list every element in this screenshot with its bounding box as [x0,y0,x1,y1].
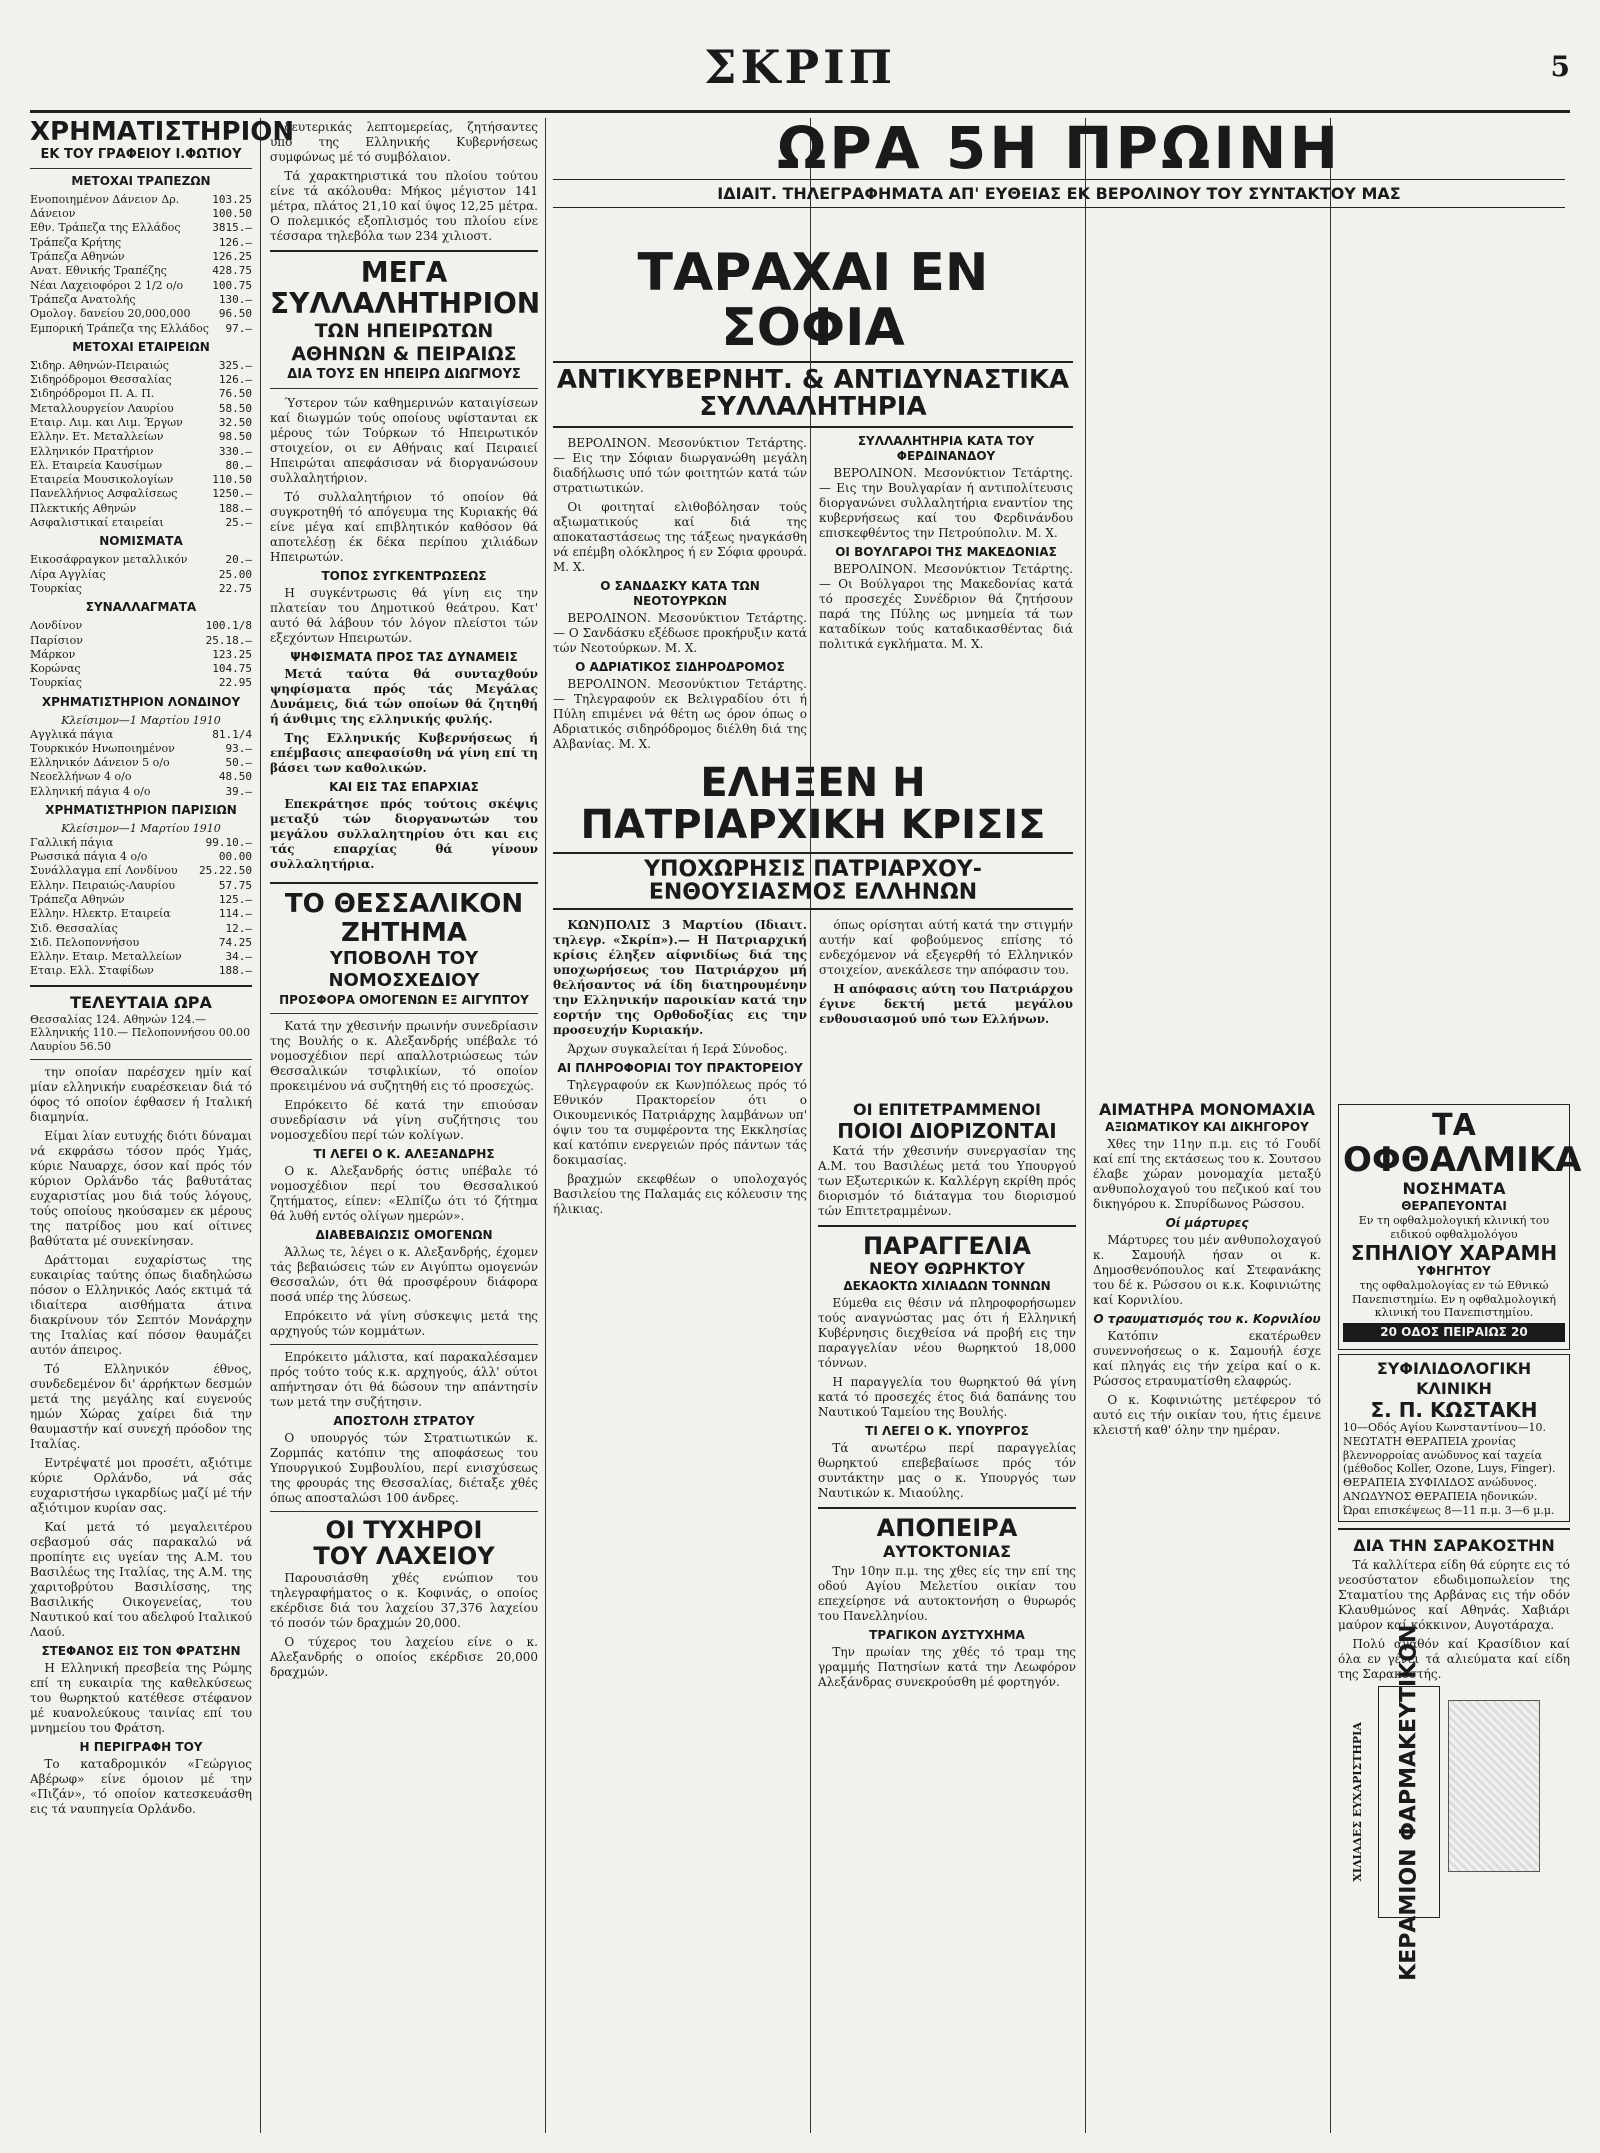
wreath-text: Η Ελληνική πρεσβεία της Ρώμης επί τη ευκαιρία της καθελκύσεως του θωρηκτού κατέθεσε στέφανον μέ κυανολεύκους ταινίας επί του μνημείου του Φράτση. [30,1660,252,1735]
stock-value: 188.— [218,964,252,978]
stock-label: Νεοελλήνων 4 ο/ο [30,770,132,784]
column-rule [1330,118,1331,2133]
stock-value: 39.— [225,784,252,798]
stock-value: 103.25 [212,192,252,206]
stock-label: Σιδηρ. Αθηνών-Πειραιώς [30,358,169,372]
stock-label: Ελ. Εταιρεία Καυσίμων [30,458,163,472]
stock-label: Λονδίνον [30,619,83,633]
stock-label: Εθν. Τράπεζα της Ελλάδος [30,221,181,235]
stock-label: Σιδηρόδρομοι Θεσσαλίας [30,373,172,387]
alexandris-title: ΤΙ ΛΕΓΕΙ Ο Κ. ΑΛΕΞΑΝΔΡΗΣ [313,1146,495,1161]
eye-clinic-ad [1338,1104,1582,1350]
stock-row [30,907,252,921]
witness-text: Μάρτυρες του μέν ανθυπολοχαγού κ. Σαμουήλ ήσαν οι κ. Δημοσθενόπουλος καί Στεφανάκης του δέ κ. Ρώσσου οι κ.κ. Κοφινιώτης καί Κορνιλίου. [1093,1233,1321,1307]
lent-text: Τά καλλίτερα είδη θά εύρητε εις τό νεοσύστατον εδωδιμοπωλείον της Σταματίου της Αρβάνας εις τήν οδόν Κλαυθμώνος καί Αθηνάς. Χαβιάρι μαύρον καί κόκκινον, Αυγοτάραχα. [1338,1558,1570,1633]
stock-value: 110.50 [212,473,252,487]
article-intro: δευτερικάς λεπτομερείας, ζητήσαντες υπό της Ελληνικής Κυβερνήσεως συμφώνως μέ τό συμβόλαιον. [270,120,538,164]
stock-value: 00.00 [218,850,252,864]
suicide-headline: ΑΠΟΠΕΙΡΑ [876,1514,1018,1543]
assurance-title: ΔΙΑΒΕΒΑΙΩΣΙΣ ΟΜΟΓΕΝΩΝ [315,1227,493,1242]
stock-value: 325.— [218,358,252,372]
column-5 [1338,1100,1582,2133]
patriarchal-right-2: Η απόφασις αύτη του Πατριάρχου έγινε δεκτή μετά μεγάλου ενθουσιασμού υπό των Ελλήνων. [819,981,1073,1026]
rally-body [270,394,538,876]
appointed-title: ΟΙ ΕΠΙΤΕΤΡΑΜΜΕΝΟΙ [853,1100,1041,1119]
stock-row [30,430,252,444]
duel-subtitle: ΑΞΙΩΜΑΤΙΚΟΥ ΚΑΙ ΔΙΚΗΓΟΡΟΥ [1105,1120,1309,1134]
leaders-text: Επρόκειτο μάλιστα, καί παρακαλέσαμεν πρός τούτο τούς κ.κ. αρχηγούς, άλλ' ούτοι απήντησαν ότι θά δώσουν την απάντησίν των μετά την συζήτησιν. [270,1349,538,1409]
speech-paragraph: Δράττομαι ευχαρίστως της ευκαιρίας ταύτης όπως διαδηλώσω πόσον ο Ελληνικός Λαός εκτιμά τά ιδιαίτερα αισθήματα άτινα διακρίνουν τόν Σεπτόν Μονάρχην της Ιταλίας καί πόσον θαυμάζει αυτόν άπειρος. [30,1252,252,1357]
stock-value: 99.10.— [205,835,252,849]
lent-text-2: Πολύ αγαθόν καί Κρασίδιον καί όλα εν γένει τά αλιεύματα καί είδη της Σαρακοστής. [1338,1637,1570,1682]
stock-row [30,250,252,264]
stock-label: Τουρκίας [30,581,82,595]
minister-text: Τά ανωτέρω περί παραγγελίας θωρηκτού επεβεβαίωσε πρός τόν συντάκτην μας ο κ. Υπουργός των Ναυτικών κ. Μιαούλης. [818,1441,1076,1501]
thessaly-headline-2: ΥΠΟΒΟΛΗ ΤΟΥ ΝΟΜΟΣΧΕΔΙΟΥ [328,947,480,992]
stock-value: 76.50 [218,387,252,401]
stock-label: Τράπεζα Αθηνών [30,250,125,264]
stock-value: 125.— [218,892,252,906]
injury-title: Ο τραυματισμός του κ. Κορνιλίου [1093,1312,1321,1326]
stock-label: Αγγλικά πάγια [30,727,114,741]
stock-label: Τράπεζα Ανατολής [30,292,136,306]
suicide-text: Την 10ην π.μ. της χθες είς την επί της οδού Αγίου Μελετίου οικίαν του επεχείρησε νά αυτοκτονήση ο θυρωρός του Πανελληνίου. [818,1563,1076,1623]
injury-text: Κατόπιν εκατέρωθεν συνεννοήσεως ο κ. Σαμουήλ έσχε καί πληγάς εις τήν χείρα καί ο κ. Ρώσσος ετραυματίσθη ελαφρώς. [1093,1329,1321,1388]
stock-label: Τράπεζα Κρήτης [30,235,122,249]
stock-row [30,785,252,799]
stock-row [30,473,252,487]
stock-row [30,850,252,864]
vote-title: ΨΗΦΙΣΜΑΤΑ ΠΡΟΣ ΤΑΣ ΔΥΝΑΜΕΙΣ [290,650,518,665]
eye-ad-line-2: ΟΦΘΑΛΜΙΚΑ [1343,1140,1582,1180]
stock-value: 93.— [225,741,252,755]
stock-label: Παρίσιον [30,633,83,647]
stock-label: Ελλην. Πειραιώς-Λαυρίου [30,878,176,892]
stock-value: 81.1/4 [212,727,252,741]
telegram-5: ΒΕΡΟΛΙΝΟΝ. Μεσονύκτιον Τετάρτης.— Οι Βούλγαροι της Μακεδονίας κατά τό προσεχές Συνέδριον θά ζητήσουν παρά της Πύλης ως μνημεία τά των καταδίκων τούς καταδικασθέντας διά πολιτικά εγκλήματα. Μ. Χ. [819,561,1073,651]
stock-value: 100.1/8 [205,619,252,633]
minister-title: ΤΙ ΛΕΓΕΙ Ο Κ. ΥΠΟΥΡΓΟΣ [865,1424,1029,1439]
stock-row [30,742,252,756]
stock-value: 123.25 [212,647,252,661]
stock-value: 58.50 [218,401,252,415]
stock-value: 22.95 [218,676,252,690]
stock-row [30,487,252,501]
stock-row [30,502,252,516]
stock-sections [30,174,252,979]
eye-ad-doctor: ΣΠΗΛΙΟΥ ΧΑΡΑΜΗ [1350,1240,1558,1265]
stock-section-date: Κλείσιμον—1 Μαρτίου 1910 [61,713,221,727]
stock-label: Εταιρ. Ελλ. Σταφίδων [30,964,154,978]
eye-ad-line-3: ΝΟΣΗΜΑΤΑ [1402,1179,1506,1199]
thessaly-headline: ΤΟ ΘΕΣΣΑΛΙΚΟΝ ΖΗΤΗΜΑ [284,889,524,948]
telegram-1: ΒΕΡΟΛΙΝΟΝ. Μεσονύκτιον Τετάρτης.— Εις την Σόφιαν διωργανώθη μεγάλη διαδήλωσις υπό τών φοιτητών κατά τών στρατιωτικών. [553,435,807,495]
eye-ad-text-2: της οφθαλμολογίας εν τώ Εθνικώ Πανεπιστημίω. Εν η οφθαλμολογική κλινική του Πανεπιστημίου. [1352,1278,1556,1320]
stock-section-title: ΧΡΗΜΑΤΙΣΤΗΡΙΟΝ ΛΟΝΔΙΝΟΥ [41,694,241,709]
order-headline-2: ΝΕΟΥ ΘΩΡΗΚΤΟΥ [869,1259,1025,1279]
pharma-vertical-ad: ΚΕΡΑΜΙΟΝ ΦΑΡΜΑΚΕΥΤΙΚΟΝ [1378,1686,1440,1918]
rally-text: Ύστερον τών καθημερινών καταιγίσεων καί διωγμών τούς οποίους υφίστανται εκ μέρους τών Τούρκων τό Ηπειρωτικόν στοιχείον, οι εν Αθήναις καί Πειραιεί Ηπειρώται απεφάσισαν νά διοργανώσουν συλλαλητήριον. [270,396,538,486]
stock-value: 25.18.— [205,633,252,647]
stock-label: Ελληνικόν Πρατήριον [30,444,154,458]
stock-label: Εμπορική Τράπεζα της Ελλάδος [30,321,209,335]
stock-label: Σιδ. Θεσσαλίας [30,921,118,935]
stock-value: 1250.— [212,487,252,501]
stock-label: Εταιρεία Μουσικολογίων [30,473,174,487]
banner-headline: ΩΡΑ 5Η ΠΡΩΙΝΗ [776,114,1341,182]
tragic-title: ΤΡΑΓΙΚΟΝ ΔΥΣΤΥΧΗΜΑ [869,1627,1025,1642]
stock-value: 98.50 [218,430,252,444]
stock-label: Γαλλική πάγια [30,835,114,849]
stock-value: 126.— [218,373,252,387]
stock-value: 57.75 [218,878,252,892]
stock-section-title: ΣΥΝΑΛΛΑΓΜΑΤΑ [85,600,197,615]
stock-value: 74.25 [218,935,252,949]
telegram-1b: Οι φοιτηταί ελιθοβόλησαν τούς αξιωματικούς καί διά της αποκαταστάσεως της τάξεως ηναγκάσθη νά επέμβη ολόκληρος ή εν Σόφια φρουρά. Μ. Χ. [553,499,807,574]
stock-row [30,402,252,416]
assurance-text: Άλλως τε, λέγει ο κ. Αλεξανδρής, έχομεν τάς βεβαιώσεις τών εν Αιγύπτω ομογενών Θεσσαλών, ότι θά προσφέρουν διάφορα ποσά υπέρ της λύσεως. [270,1244,538,1304]
patriarchal-text: ΚΩΝ)ΠΟΛΙΣ 3 Μαρτίου (Ιδιαιτ. τηλεγρ. «Σκρίπ»).— Η Πατριαρχική κρίσις έληξεν αίφνιδίως διά της υποχωρήσεως του Πατριάρχου μή θελήσαντος νά ίδη διατηρουμένην την Ελληνικήν παροικίαν κατά την εορτήν της Ορθοδοξίας εις την προσευχήν Κυριακήν. [553,917,807,1037]
assurance-text-2: Επρόκειτο νά γίνη σύσκεψις μετά της αρχηγούς τών κομμάτων. [270,1308,538,1338]
stock-section-title: ΜΕΤΟΧΑΙ ΤΡΑΠΕΖΩΝ [71,173,211,188]
stock-label: Τουρκικόν Ηνωποιημένον [30,741,175,755]
stock-row [30,770,252,784]
rally-text-2: Τό συλλαλητήριον τό οποίον θά συγκροτηθή τό απόγευμα της Κυριακής θά είνε μέγα καί επιβλητικόν καθόσον θά αποτελέσῃ έκ δέκα περίπου χιλιάδων Ηπειρωτών. [270,490,538,565]
stock-label: Εικοσάφραγκον μεταλλικόν [30,553,188,567]
provinces-text: Επεκράτησε πρός τούτοις σκέψις μεταξύ τών διοργανωτών του μεγάλου συλλαλητηρίου ότι και εις τάς επαρχίας θά γίνουν συλλαλητήρια. [270,797,538,872]
stock-row [30,662,252,676]
eye-ad-line-1: ΤΑ [1432,1108,1476,1143]
stock-source: ΕΚ ΤΟΥ ΓΡΑΦΕΙΟΥ Ι.ΦΩΤΙΟΥ [40,146,242,162]
clinic-ad-text-2: ΘΕΡΑΠΕΙΑ ΣΥΦΙΛΙΔΟΣ ανώδυνος. ΑΝΩΔΥΝΟΣ ΘΕΡΑΠΕΙΑ ηδονικών. Ώραι επισκέψεως 8—11 π.μ. 3—6 μ.μ. [1343,1476,1555,1517]
stock-row [30,293,252,307]
stock-label: Ενοποιημένον Δάνειον Δρ. [30,192,180,206]
speech-paragraph: Εντρέψατέ μοι προσέτι, αξιότιμε κύριε Ορλάνδο, νά σάς ευχαριστήσω ιγκαρδίως μαζί μέ τήν αξιότιμον κυρίαν σας. [30,1455,252,1515]
stock-value: 428.75 [212,264,252,278]
stock-value: 100.75 [212,278,252,292]
stock-row [30,879,252,893]
misc-text: βραχμών εκεφθέων ο υπολοχαγός Βασιλείου της Παλαμάς εις κόλευσιν της ήλικιας. [553,1171,807,1216]
column-1 [30,117,295,2133]
last-hour-text: Θεσσαλίας 124. Αθηνών 124.— Ελληνικής 110.— Πελοποννήσου 00.00 Λαυρίου 56.50 [30,1012,251,1054]
stock-row [30,307,252,321]
stock-value: 130.— [218,292,252,306]
newspaper-title: ΣΚΡΙΠ [703,40,897,94]
masthead-rule [30,110,1570,113]
ferdinand-rally-title: ΣΥΛΛΑΛΗΤΗΡΙΑ ΚΑΤΑ ΤΟΥ ΦΕΡΔΙΝΑΝΔΟΥ [857,433,1035,463]
rally-headline: ΜΕΓΑ ΣΥΛΛΑΛΗΤΗΡΙΟΝ [270,256,541,320]
suicide-headline-2: ΑΥΤΟΚΤΟΝΙΑΣ [882,1541,1012,1561]
stock-value: 20.— [225,553,252,567]
last-hour-title: ΤΕΛΕΥΤΑΙΑ ΩΡΑ [70,992,212,1012]
stock-value: 25.22.50 [199,864,252,878]
clinic-ad-text: 10—Οδός Αγίου Κωνσταντίνου—10. ΝΕΩΤΑΤΗ ΘΕΡΑΠΕΙΑ χρονίας βλεννορροίας ανώδυνος καί ταχεία (μέθοδος Koller, Ozone, Luys, Finger). [1343,1421,1556,1476]
bulgarians-title: ΟΙ ΒΟΥΛΓΑΡΟΙ ΤΗΣ ΜΑΚΕΔΟΝΙΑΣ [835,544,1057,559]
appointed-text: Κατά τήν χθεσινήν συνεργασίαν της Α.Μ. του Βασιλέως μετά του Υπουργού των Εξωτερικών κ. Καλλέργη εκρίθη πρός διορισμόν τό διάταγμα του διορισμού τών Επιτετραμμένων. [818,1144,1076,1218]
sofia-headline-2: ΑΝΤΙΚΥΒΕΡΝΗΤ. & ΑΝΤΙΔΥΝΑΣΤΙΚΑ ΣΥΛΛΑΛΗΤΗΡΙΑ [553,361,1073,428]
stock-label: Ελλην. Εταιρ. Μεταλλείων [30,950,182,964]
syphilis-clinic-ad [1338,1354,1570,1522]
stock-row [30,634,252,648]
place-text: Η συγκέντρωσις θά γίνη εις την πλατείαν του Δημοτικού θεάτρου. Κατ' αυτό θά λάβουν τόν λόγον πλείστοι τών εξεχόντων Ηπειρωτών. [270,586,538,646]
patriarchal-headline-2: ΥΠΟΧΩΡΗΣΙΣ ΠΑΤΡΙΑΡΧΟΥ-ΕΝΘΟΥΣΙΑΣΜΟΣ ΕΛΛΗΝΩΝ [553,852,1073,910]
stock-value: 25.— [225,516,252,530]
stock-row [30,568,252,582]
stock-label: Δάνειον [30,207,76,221]
stock-label: Κορώνας [30,662,81,676]
column-rule [260,118,261,2133]
order-text-2: Η παραγγελία του θωρηκτού θά γίνη κατά τό προσεχές έτος διά δαπάνης του Ναυτικού Ταμείου της Βουλής. [818,1375,1076,1420]
stock-row [30,893,252,907]
article-intro-2: Τά χαρακτηριστικά του πλοίου τούτου είνε τά ακόλουθα: Μήκος μέγιστον 141 μέτρα, πλάτος 21,10 καί ύψος 12,25 μέτρα. Ο πολεμικός εξοπλισμός του πλοίου είνε τέσσαρα τηλεβόλα των 234 χιλιοστ. [270,169,538,243]
clinic-ad-sub: ΚΛΙΝΙΚΗ [1416,1379,1492,1399]
lottery-headline: ΟΙ ΤΥΧΗΡΟΙ [325,1515,483,1544]
stock-row [30,922,252,936]
place-title: ΤΟΠΟΣ ΣΥΓΚΕΝΤΡΩΣΕΩΣ [321,569,487,584]
rally-headline-3: ΔΙΑ ΤΟΥΣ ΕΝ ΗΠΕΙΡΩ ΔΙΩΓΜΟΥΣ [287,367,521,383]
speech-paragraph: Καί μετά τό μεγαλειτέρου σεβασμού σάς παρακαλώ νά προπίητε εις υγείαν της Α.Μ. του Βασιλέως της Ιταλίας, της Α.Μ. της χαριτοβρύτου Βασιλίσσης, της Βασιλικής Οικογενείας, του Ναυτικού καί του αδελφού Ιταλικού Λαού. [30,1519,252,1639]
stock-label: Τουρκίας [30,676,82,690]
speech-paragraph: την οποίαν παρέσχεν ημίν καί μίαν ελληνικήν ευαρέσκειαν διά τό όφος τό οποίον έφθασεν ή Ιταλική διαμηνία. [30,1064,252,1124]
stock-label: Εταιρ. Λιμ. και Λιμ. Έργων [30,416,183,429]
speech-body [30,1065,252,1640]
duel-text: Χθες την 11ην π.μ. εις τό Γουδί καί επί της εκτάσεως του κ. Σουτσου έλαβε χώραν μονομαχία μεταξύ ανθυπολοχαγού του πεζικού καί του δικηγόρου κ. Σπυρίδωνος Ρώσσου. [1093,1137,1321,1211]
railway-title: Ο ΑΔΡΙΑΤΙΚΟΣ ΣΙΔΗΡΟΔΡΟΜΟΣ [575,659,785,674]
stock-row [30,936,252,950]
stock-label: Ελληνικόν Δάνειον 5 ο/ο [30,756,170,770]
stock-value: 12.— [225,921,252,935]
thessaly-text-2: Επρόκειτο δέ κατά την επιούσαν συνεδρίασιν νά γίνη συζήτησις του νομοσχεδίου περί τών κολίγων. [270,1097,538,1142]
stock-value: 32.50 [218,416,252,429]
top-banner [553,114,1565,208]
stock-label: Συνάλλαγμα επί Λονδίνου [30,864,178,878]
column-rule [545,118,546,2133]
stock-row [30,459,252,473]
stock-value: 48.50 [218,770,252,784]
stock-value: 330.— [218,444,252,458]
gov-text: Της Ελληνικής Κυβερνήσεως ή επέμβασις απεφασίσθη νά γίνη επί τη βάσει των καθολικών. [270,731,538,776]
stock-row [30,864,252,878]
stock-row [30,728,252,742]
stock-label: Τράπεζα Αθηνών [30,892,125,906]
stock-value: 80.— [225,458,252,472]
clinic-ad-title: ΣΥΦΙΛΙΔΟΛΟΓΙΚΗ [1376,1359,1532,1379]
telegram-2: ΒΕΡΟΛΙΝΟΝ. Μεσονύκτιον Τετάρτης.— Ο Σανδάσκυ εξέδωσε προκήρυξιν κατά τών Νεοτούρκων. Μ. Χ. [553,610,807,655]
stock-value: 100.50 [212,207,252,221]
pharma-side-text: ΧΙΛΙΑΔΕΣ ΕΥΧΑΡΙΣΤΗΡΙΑ [1351,1721,1365,1882]
patriarchal-headline: ΕΛΗΞΕΝ Η ΠΑΤΡΙΑΡΧΙΚΗ ΚΡΙΣΙΣ [580,759,1046,848]
vote-text: Μετά ταύτα θά συνταχθούν ψηφίσματα πρός τάς Μεγάλας Δυνάμεις, διά τών οποίων θά ζητηθή ή άνθιμις της ελληνικής φυλής. [270,667,538,727]
stock-label: Ανατ. Εθνικής Τραπέζης [30,264,167,278]
provinces-title: ΚΑΙ ΕΙΣ ΤΑΣ ΕΠΑΡΧΙΑΣ [329,780,479,795]
stock-value: 97.— [225,321,252,335]
stock-label: Μάρκον [30,647,76,661]
stock-row [30,648,252,662]
eye-ad-sub: ΘΕΡΑΠΕΥΟΝΤΑΙ [1401,1199,1507,1214]
stock-value: 3815.— [212,221,252,235]
stock-value: 188.— [218,501,252,515]
stock-label: Ελληνική πάγια 4 ο/ο [30,784,151,798]
wreath-title: ΣΤΕΦΑΝΟΣ ΕΙΣ ΤΟΝ ΦΡΑΤΣΗΝ [41,1643,241,1658]
stock-value: 25.00 [218,567,252,581]
banner-subtitle: ΙΔΙΑΙΤ. ΤΗΛΕΓΡΑΦΗΜΑΤΑ ΑΠ' ΕΥΘΕΙΑΣ ΕΚ ΒΕΡΟΛΙΝΟΥ ΤΟΥ ΣΥΝΤΑΚΤΟΥ ΜΑΣ [553,179,1565,208]
stock-label: Ρωσσικά πάγια 4 ο/ο [30,850,148,864]
stock-value: 96.50 [218,307,252,321]
stock-section-date: Κλείσιμον—1 Μαρτίου 1910 [61,821,221,835]
stock-label: Πανελλήνιος Ασφαλίσεως [30,487,178,501]
tragic-text: Την πρωίαν της χθές τό τραμ της γραμμής Πατησίων κατά την Λεωφόρον Αλεξάνδρας συνεκρούσθη μέ φορτηγόν. [818,1644,1076,1689]
stock-label: Πλεκτικής Αθηνών [30,501,137,515]
witness-title: Οί μάρτυρες [1165,1216,1249,1230]
masthead [0,0,1600,120]
stock-value: 126.— [218,235,252,249]
stock-label: Ελλην. Ηλεκτρ. Εταιρεία [30,907,171,921]
stock-value: 114.— [218,907,252,921]
stock-value: 50.— [225,756,252,770]
stock-row [30,836,252,850]
stock-row [30,756,252,770]
army-text: Ο υπουργός τών Στρατιωτικών κ. Ζορμπάς κατόπιν της αποφάσεως του Υπουργικού Συμβουλίου, περί ενισχύσεως της φρουράς της Θεσσαλίας, διέταξε χθές όπως αποσταλώσι 100 άνδρες. [270,1430,538,1505]
description-title: Η ΠΕΡΙΓΡΑΦΗ ΤΟΥ [79,1739,203,1754]
speech-paragraph: Τό Ελληνικόν έθνος, συνδεδεμένον δι' άρρήκτων δεσμών μετά της μεγάλης καί ευγενούς ημών Χώρας χαίρει διά την θαυμαστήν καί συνεχή πρόοδον της Ιταλίας. [30,1361,252,1451]
stock-row [30,950,252,964]
stock-row [30,373,252,387]
stock-row [30,322,252,336]
stock-label: Μεταλλουργείον Λαυρίου [30,401,174,415]
army-title: ΑΠΟΣΤΟΛΗ ΣΤΡΑΤΟΥ [333,1413,475,1428]
stock-row [30,207,252,221]
thessaly-text: Κατά την χθεσινήν πρωινήν συνεδρίασιν της Βουλής ο κ. Αλεξανδρής υπέβαλε τό νομοσχέδιον περί απαλλοτριώσεως τών Θεσσαλικών τσιφλικίων, τό οποίον προκειμένου νά συζητηθή εις τό προσεχώς. [270,1018,538,1093]
stock-label: Λίρα Αγγλίας [30,567,106,581]
column-2 [270,118,541,2133]
order-headline: ΠΑΡΑΓΓΕΛΙΑ [863,1232,1031,1260]
sandasky-title: Ο ΣΑΝΔΑΣΚΥ ΚΑΤΑ ΤΩΝ ΝΕΟΤΟΥΡΚΩΝ [600,578,760,608]
alexandris-text: Ο κ. Αλεξανδρής όστις υπέβαλε τό νομοσχέδιον περί του Θεσσαλικού ζητήματος, είπεν: «Ελπίζω ότι τό ζήτημα θά λυθή εντός ολίγων ημερών». [270,1163,538,1223]
injury-text-2: Ο κ. Κοφινιώτης μετέφερον τό αυτό εις τήν οικίαν του, ήτις έμεινε κλειστή καθ' όλην την ημέραν. [1093,1393,1321,1437]
stock-row [30,221,252,235]
thessaly-headline-3: ΠΡΟΣΦΟΡΑ ΟΜΟΓΕΝΩΝ ΕΞ ΑΙΓΥΠΤΟΥ [279,992,529,1007]
figure-illustration [1448,1700,1540,1872]
eye-ad-role: ΥΦΗΓΗΤΟΥ [1417,1263,1491,1278]
stock-row [30,264,252,278]
stock-section-title: ΜΕΤΟΧΑΙ ΕΤΑΙΡΕΙΩΝ [72,339,210,354]
patriarchal-right: όπως ορίσηται αύτή κατά την στιγμήν αυτήν καί φοβούμενος επίσης τό ενδεχόμενον νά εξεγερθή τό Ελληνικόν στοιχείον, ανεκάλεσε την απόφασιν του. [819,917,1073,977]
lottery-headline-2: ΤΟΥ ΛΑΧΕΙΟΥ [313,1541,495,1570]
stock-label: Νέαι Λαχειοφόροι 2 1/2 ο/ο [30,278,184,292]
stock-value: 104.75 [212,662,252,676]
stock-row [30,387,252,401]
duel-title: ΑΙΜΑΤΗΡΑ ΜΟΝΟΜΑΧΙΑ [1098,1100,1316,1119]
order-text: Εύμεθα εις θέσιν νά πληροφορήσωμεν τούς αναγνώστας μας ότι ή Ελληνική Κυβέρνησις διεχθείσα νά προβή εις την παραγγελίαν νέου θωρηκτού 18,000 τόννων. [818,1296,1076,1371]
telegram-3: ΒΕΡΟΛΙΝΟΝ. Μεσονύκτιον Τετάρτης.— Τηλεγραφούν εκ Βελιγραδίου ότι ή Πύλη επιμένει νά θέτη ως όρον όπως ο Αδριατικός σιδηρόδρομος διέλθη διά της Αλβανίας. Μ. Χ. [553,676,807,751]
sofia-telegrams [553,434,1073,756]
page-number: 5 [1550,50,1570,83]
stock-row [30,516,252,530]
stock-row [30,553,252,567]
patriarchal-text-2: Άρχων συγκαλείται ή Ιερά Σύνοδος. [567,1041,788,1056]
stock-row [30,279,252,293]
stock-row [30,359,252,373]
eye-ad-address: 20 ΟΔΟΣ ΠΕΙΡΑΙΩΣ 20 [1343,1323,1565,1342]
stock-label: Ομολογ. δανείου 20,000,000 [30,307,191,321]
stock-row [30,236,252,250]
stock-exchange-title: ΧΡΗΜΑΤΙΣΤΗΡΙΟΝ [30,117,295,147]
stock-row [30,193,252,207]
stock-value: 126.25 [212,250,252,264]
speech-paragraph: Είμαι λίαν ευτυχής διότι δύναμαι νά εκφράσω τόσον πρός Υμάς, κύριε Ναυαρχε, όσον καί πρός τόν κύριον Ορλάνδο τάς βαθυτάτας ευχαριστίας μου διά τούς λόγους, τούς οποίους ηκούσαμεν εκ μέρους της πατρίδος μου καί οίτινες βαθύτατα μέ συνεκίνησαν. [30,1128,252,1248]
description-text: Το καταδρομικόν «Γεώργιος Αβέρωφ» είνε όμοιον μέ την «Πιζάν», τό οποίον κατεσκευάσθη εις τά ναυπηγεία Ορλάνδο. [30,1756,252,1816]
appointed-subtitle: ΠΟΙΟΙ ΔΙΟΡΙΖΟΝΤΑΙ [837,1119,1057,1143]
stock-label: Ελλην. Ετ. Μεταλλείων [30,430,164,444]
stock-value: 22.75 [218,581,252,595]
lottery-text-2: Ο τύχερος του λαχείου είνε ο κ. Αλεξανδρής ο οποίος εκέρδισε 20,000 δραχμών. [270,1635,538,1680]
column-rule [1085,118,1086,2133]
stock-section-title: ΝΟΜΙΣΜΑΤΑ [99,534,183,549]
agency-title: ΑΙ ΠΛΗΡΟΦΟΡΙΑΙ ΤΟΥ ΠΡΑΚΤΟΡΕΙΟΥ [557,1060,803,1075]
stock-row [30,964,252,978]
stock-label: Σιδ. Πελοποννήσου [30,935,140,949]
eye-ad-text: Εν τη οφθαλμολογική κλινική του ειδικού οφθαλμολόγου [1358,1214,1550,1242]
sofia-headline: ΤΑΡΑΧΑΙ ΕΝ ΣΟΦΙΑ [637,243,989,358]
stock-label: Σιδηρόδρομοι Π. Α. Π. [30,387,155,401]
stock-row [30,676,252,690]
telegram-4: ΒΕΡΟΛΙΝΟΝ. Μεσονύκτιον Τετάρτης.— Εις την Βουλγαρίαν ή αντιπολίτευσις διοργανώνει συλλαλητήρια εναντίον της κυβερνήσεως καί του Φερδινάνδου επισκεφθέντος την Πετρούπολιν. Μ. Χ. [819,465,1073,540]
stock-section-title: ΧΡΗΜΑΤΙΣΤΗΡΙΟΝ ΠΑΡΙΣΙΩΝ [45,802,237,817]
lottery-text: Παρουσιάσθη χθές ενώπιον του τηλεγραφήματος ο κ. Κοφινάς, ο οποίος εκέρδισε διά του λαχείου 37,376 λαχείου τό ποσόν τών δραχμών 20,000. [270,1571,538,1631]
lent-title: ΔΙΑ ΤΗΝ ΣΑΡΑΚΟΣΤΗΝ [1353,1536,1555,1556]
column-4 [818,1100,1076,2133]
stock-row [30,619,252,633]
order-headline-3: ΔΕΚΑΟΚΤΩ ΧΙΛΙΑΔΩΝ ΤΟΝΝΩΝ [843,1279,1051,1294]
column-4b [1093,1100,1321,2133]
stock-row [30,445,252,459]
clinic-ad-doctor: Σ. Π. ΚΩΣΤΑΚΗ [1370,1398,1538,1423]
rally-headline-2: ΤΩΝ ΗΠΕΙΡΩΤΩΝ ΑΘΗΝΩΝ & ΠΕΙΡΑΙΩΣ [291,319,517,366]
agency-text: Τηλεγραφούν εκ Κων)πόλεως πρός τό Εθνικόν Πρακτορείον ότι ο Οικουμενικός Πατριάρχης λαμβάνων υπ' όψιν του τα συμφέροντα της Εκκλησίας καί κατόπιν ενεργειών πρός πάντων τάς δοκιμασίας. [553,1077,807,1167]
stock-value: 34.— [225,950,252,964]
stock-row [30,582,252,596]
stock-row [30,416,252,430]
stock-label: Ασφαλιστικαί εταιρείαι [30,516,164,530]
